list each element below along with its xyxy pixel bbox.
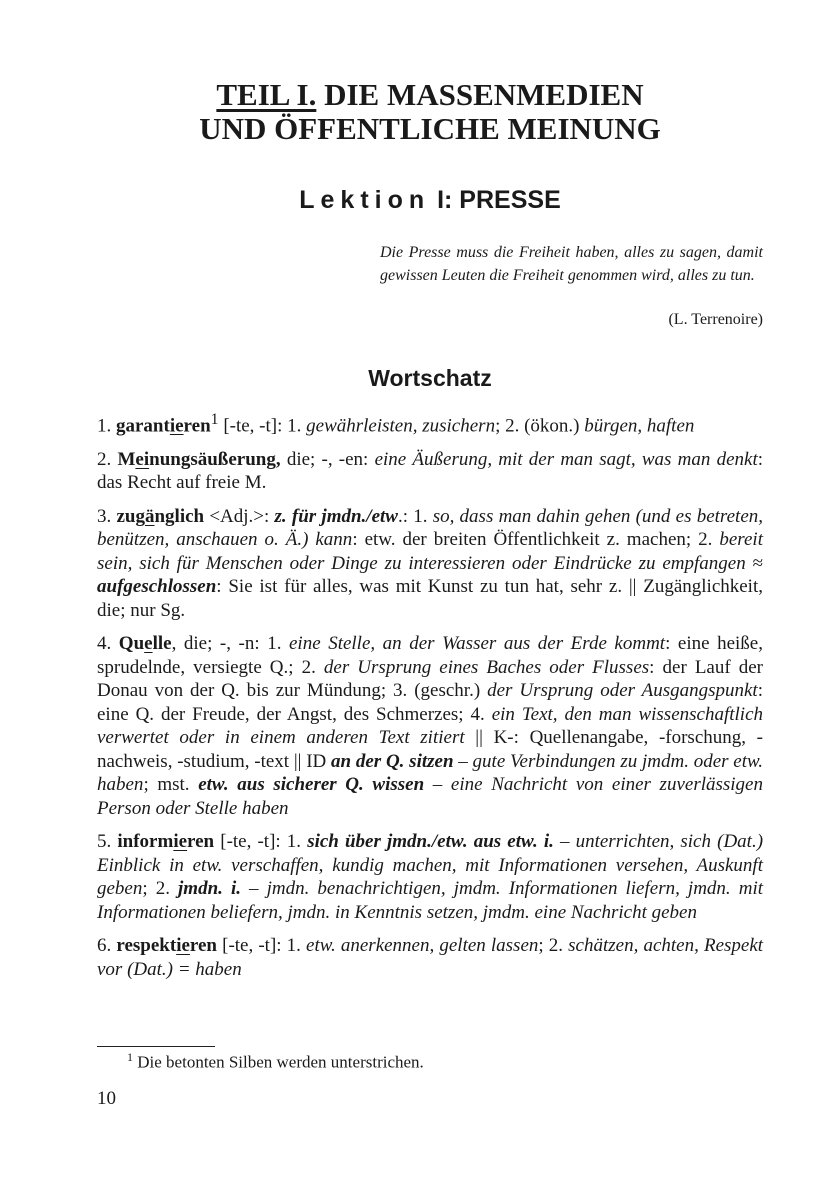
lesson-word: Lektion [299,186,431,214]
footnote-number: 1 [127,1050,133,1064]
part-title-line-2: UND ÖFFENTLICHE MEINUNG [199,111,661,146]
footnote-text: Die betonten Silben werden unterstrichen. [137,1052,424,1072]
lesson-title [97,186,763,215]
vocab-entry-quelle: 4. Quelle, die; -, -n: 1. eine Stelle, an der Wasser aus der Erde kommt: eine heiße, sprudelnde, versiegte Q.; 2. der Ursprung eines Baches oder Flusses: der Lauf der Donau von der Q. bis zur Mündung; 3. (geschr.) der Ursprung oder Ausgangspunkt: eine Q. der Freude, der Angst, des Schmerzes; 4. ein Text, den man wissenschaftlich verwertet oder in einem anderen Text zitiert || K-: Quellenangabe, -forschung, -nachweis, -studium, -text || ID an der Q. sitzen – gute Verbindungen zu jmdm. oder etw. haben; mst. etw. aus sicherer Q. wissen – eine Nachricht von einer zuverlässigen Person oder Stelle haben [97,633,764,819]
vocabulary-heading: Wortschatz [368,365,492,391]
vocab-entry-meinungsaeusserung: 2. Meinungsäußerung, die; -, -en: eine Äußerung, mit der man sagt, was man denkt: das Recht auf freie M. [97,448,764,494]
entry-number: 5. [97,831,112,853]
part-title [97,78,763,146]
page-number: 10 [97,1088,116,1109]
headword: Meinungsäußerung, [117,448,281,470]
vocab-entry-informieren: 5. informieren [-te, -t]: 1. sich über jmdn./etw. aus etw. i. – unterrichten, sich (Dat.) Einblick in etw. verschaffen, kundig machen, mit Informationen versehen, Auskunft geben; 2. jmdn. i. – jmdn. benachrichtigen, jmdm. Informationen liefern, jmdn. mit Informationen beliefern, jmdn. in Kenntnis setzen, jmdm. eine Nachricht geben [97,831,764,923]
headword: Quelle [118,633,172,655]
footnote-mark: 1 [210,411,219,428]
vocab-entry-respektieren: 6. respektieren [-te, -t]: 1. etw. anerkennen, gelten lassen; 2. schätzen, achten, Respekt vor (Dat.) = haben [97,935,764,980]
entry-number: 3. [97,505,112,527]
stressed-syllable: ie [176,935,190,957]
vocab-entry-zugaenglich: 3. zugänglich <Adj.>: z. für jmdn./etw.: 1. so, dass man dahin gehen (und es betreten, benützen, anschauen o. Ä.) kann: etw. der breiten Öffentlichkeit z. machen; 2. bereit sein, sich für Menschen oder Dinge zu interessieren oder Eindrücke zu empfangen ≈ aufgeschlossen: Sie ist für alles, was mit Kunst zu tun hat, sehr z. || Zugänglichkeit, die; nur Sg. [97,505,764,621]
part-title-line-1 [97,78,763,112]
stressed-syllable: e [144,633,153,655]
stressed-syllable: ie [169,415,184,437]
entry-number: 4. [97,633,112,655]
stressed-syllable: ei [135,448,150,470]
headword: respektieren [116,935,217,957]
entry-number: 1. [97,415,112,437]
epigraph-author: (L. Terrenoire) [668,311,763,328]
part-label: TEIL I. [216,77,317,112]
entry-number: 6. [97,935,112,957]
stressed-syllable: ie [173,831,188,853]
footnote-divider [97,1046,215,1047]
vocabulary-list [97,408,763,991]
stressed-syllable: ä [144,505,155,527]
vocab-entry-garantieren: 1. garantieren$^1$ [-te, -t]: 1. gewährleisten, zusichern; 2. (ökon.) bürgen, haften [97,411,695,437]
headword: zugänglich [116,505,205,527]
entry-number: 2. [97,448,112,470]
headword: informieren [117,831,215,853]
lesson-rest: I: PRESSE [437,186,561,214]
epigraph-quote: Die Presse muss die Freiheit haben, alles zu sagen, damit gewissen Leuten die Freiheit genommen wird, alles zu tun. [380,244,763,284]
part-title-rest: DIE MASSENMEDIEN [324,77,644,112]
footnote [127,1050,424,1073]
headword: garantieren [116,415,211,437]
